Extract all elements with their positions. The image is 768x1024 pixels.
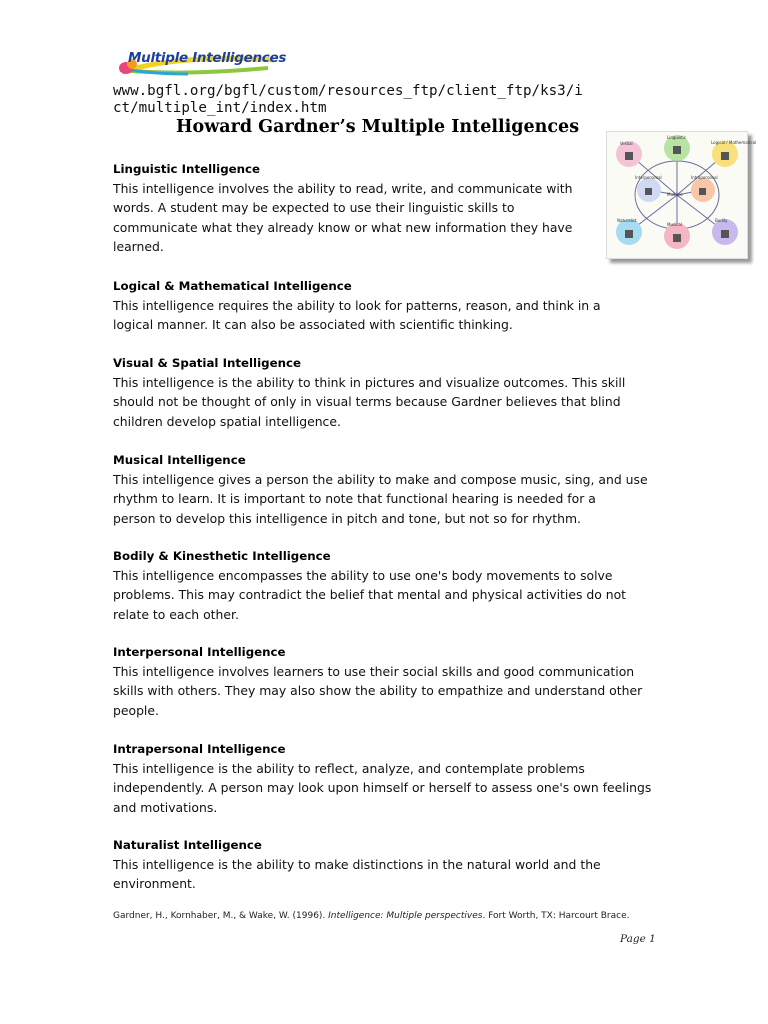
body-line: This intelligence gives a person the ability to make and compose music, sing, and use: [113, 472, 648, 487]
body-line: logical manner. It can also be associated with scientific thinking.: [113, 317, 513, 333]
body-line: This intelligence is the ability to think in pictures and visualize outcomes. This skill: [113, 375, 626, 390]
citation-publisher: . Fort Worth, TX: Harcourt Brace.: [482, 911, 630, 921]
section-heading: Logical & Mathematical Intelligence: [113, 279, 352, 293]
section-logical-mathematical-content: [113, 277, 653, 354]
body-line: environment.: [113, 876, 196, 892]
body-line: This intelligence is the ability to make distinctions in the natural world and the: [113, 857, 601, 872]
body-line: This intelligence encompasses the ability to use one's body movements to solve: [113, 568, 613, 583]
multiple-intelligences-logo: [118, 46, 287, 80]
logo-text: Multiple Intelligences: [128, 50, 287, 66]
body-line: independently. A person may look upon himself or herself to assess one's own feelings: [113, 780, 652, 796]
page-title: Howard Gardner’s Multiple Intelligences: [176, 117, 580, 137]
diagram-label-logical: Logical / Mathematical: [711, 140, 757, 145]
diagram-label-bodily: Bodily: [715, 218, 728, 223]
section-heading: Interpersonal Intelligence: [113, 645, 286, 659]
section-linguistic: [113, 160, 653, 257]
body-line: learned.: [113, 238, 164, 254]
section-heading: Bodily & Kinesthetic Intelligence: [113, 549, 331, 563]
body-line: problems. This may contradict the belief that mental and physical activities do not: [113, 587, 627, 603]
diagram-label-musical: Musical: [667, 222, 682, 227]
diagram-label-intrapersonal: Intrapersonal: [691, 175, 718, 180]
diagram-label-interpersonal: Interpersonal: [635, 175, 662, 180]
body-line: words. A student may be expected to use their linguistic skills to: [113, 200, 515, 216]
section-heading: Linguistic Intelligence: [113, 162, 261, 176]
section-bodily-kinesthetic: [113, 547, 653, 643]
section-body: [113, 662, 653, 720]
section-visual-spatial: [113, 354, 653, 451]
diagram-label-naturalist: Naturalist: [617, 218, 637, 223]
section-body: [113, 759, 653, 817]
section-heading: Naturalist Intelligence: [113, 838, 262, 852]
body-line: relate to each other.: [113, 606, 239, 622]
body-line: people.: [113, 702, 159, 718]
section-heading: Musical Intelligence: [113, 453, 246, 467]
section-body: [113, 470, 653, 528]
diagram-label-verbal: Verbal: [620, 141, 633, 146]
section-body: [113, 855, 653, 894]
body-line: This intelligence involves learners to use their social skills and good communication: [113, 664, 635, 679]
section-body: [113, 373, 653, 431]
body-line: This intelligence involves the ability to read, write, and communicate with: [113, 181, 573, 196]
body-line: This intelligence requires the ability to look for patterns, reason, and think in a: [113, 298, 601, 313]
body-line: skills with others. They may also show the ability to empathize and understand other: [113, 683, 643, 699]
section-body: [113, 566, 653, 624]
body-line: rhythm to learn. It is important to note that functional hearing is needed for a: [113, 491, 596, 507]
intelligence-sections: [113, 160, 653, 896]
section-musical: [113, 451, 653, 547]
section-body: [113, 296, 653, 335]
section-interpersonal: [113, 643, 653, 740]
diagram-label-linguistic: Linguistic: [667, 135, 687, 140]
section-heading: Visual & Spatial Intelligence: [113, 356, 301, 370]
section-intrapersonal: [113, 740, 653, 836]
citation-authors: Gardner, H., Kornhaber, M., & Wake, W. (1996).: [113, 911, 329, 921]
body-line: person to develop this intelligence in pitch and tone, but not so for rhythm.: [113, 510, 581, 526]
page-number: Page 1: [620, 933, 656, 945]
reference-citation: [113, 910, 653, 923]
body-line: children develop spatial intelligence.: [113, 413, 341, 429]
section-logical-mathematical: [113, 257, 653, 277]
section-heading: Intrapersonal Intelligence: [113, 742, 286, 756]
diagram-label-multiple: Multiple: [667, 192, 683, 197]
section-naturalist: [113, 836, 653, 896]
body-line: communicate what they already know or what new information they have: [113, 219, 573, 235]
source-url: www.bgfl.org/bgfl/custom/resources_ftp/client_ftp/ks3/ict/multiple_int/index.htm: [113, 83, 583, 116]
body-line: and motivations.: [113, 799, 218, 815]
body-line: should not be thought of only in visual terms because Gardner believes that blind: [113, 394, 621, 410]
body-line: This intelligence is the ability to reflect, analyze, and contemplate problems: [113, 761, 585, 776]
citation-title: Intelligence: Multiple perspectives: [328, 911, 483, 921]
section-body: [113, 179, 653, 256]
